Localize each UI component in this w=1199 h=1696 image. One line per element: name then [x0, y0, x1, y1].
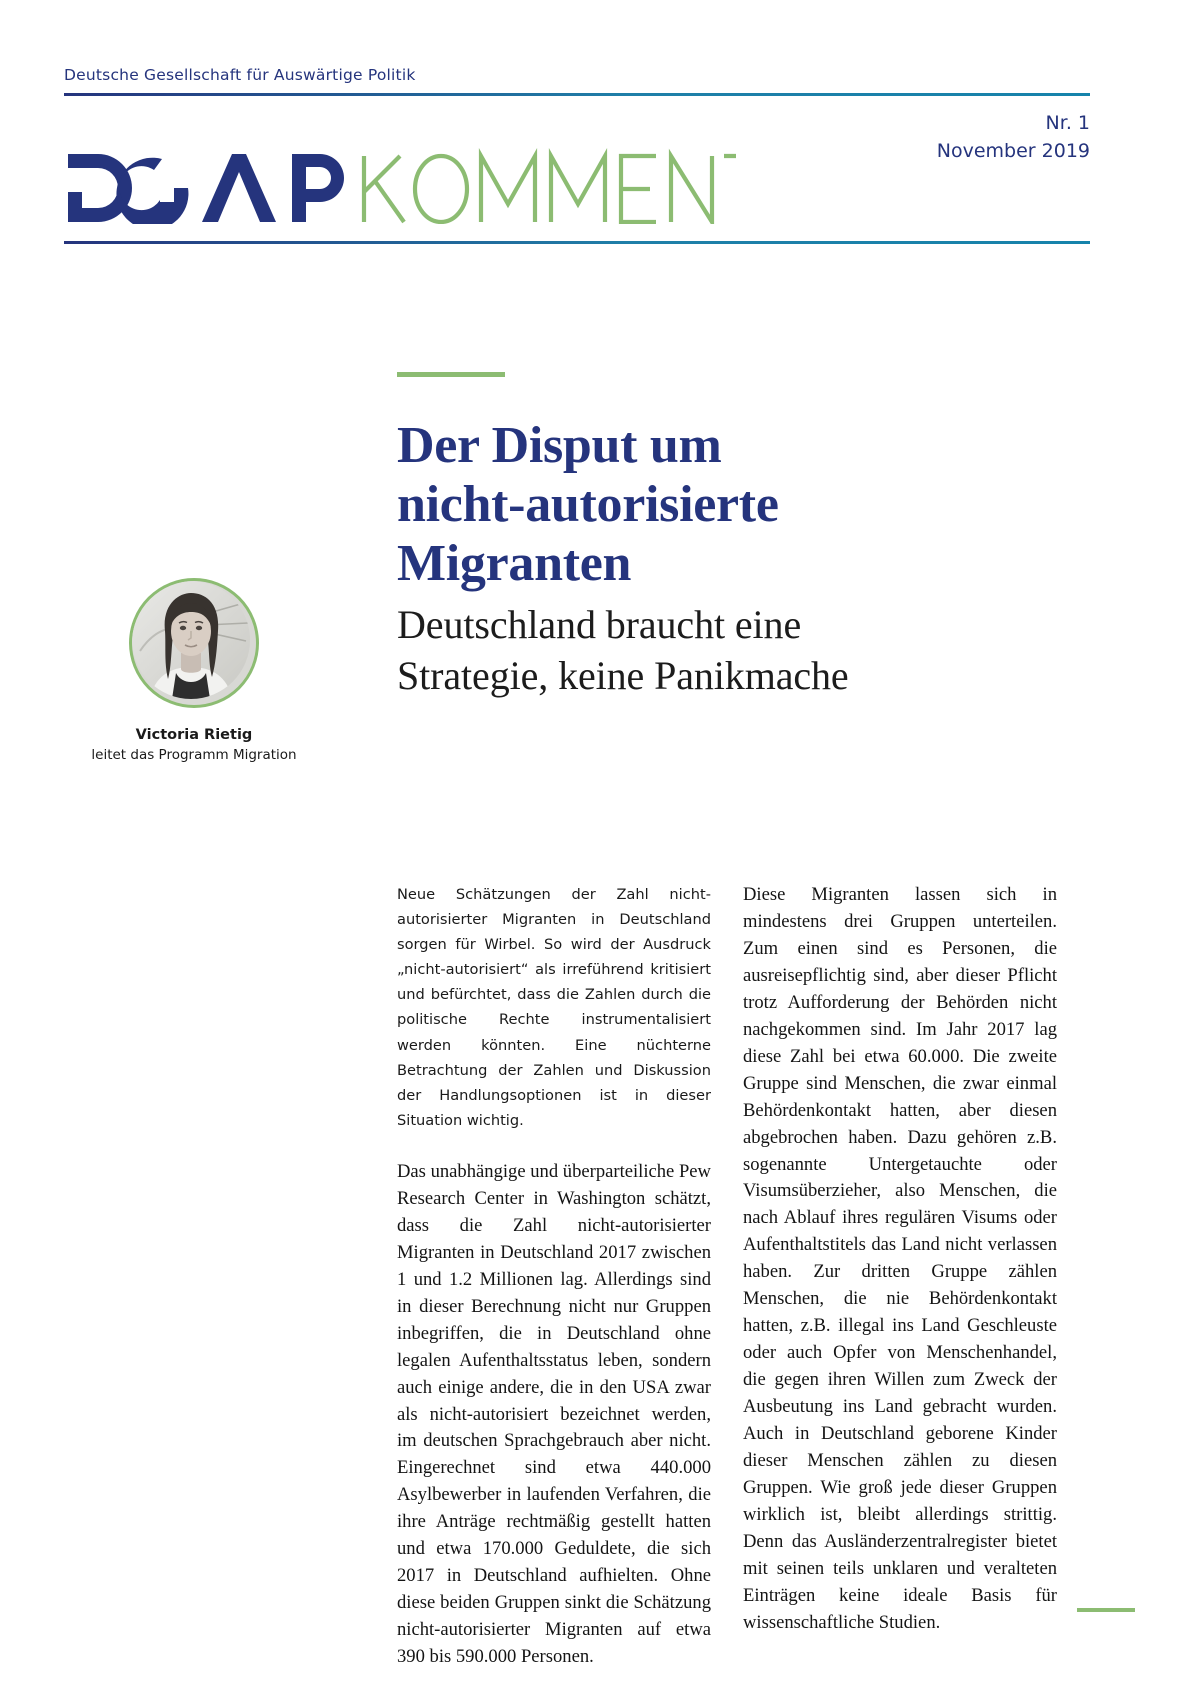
logo-rule	[64, 241, 1090, 244]
author-block	[88, 578, 300, 764]
title-line-3: Migranten	[397, 534, 632, 592]
issue-date: November 2019	[936, 139, 1090, 162]
title-block	[397, 372, 957, 702]
right-paragraph-1: Diese Migranten lassen sich in mindestens drei Gruppen unterteilen. Zum einen sind es Personen, die ausreisepflichtig sind, aber dieser Pflicht trotz Aufforderung der Behörden nicht nachgekommen sind. Im Jahr 2017 lag diese Zahl bei etwa 60.000. Die zweite Gruppe sind Menschen, die zwar einmal Behördenkontakt hatten, aber diesen abgebrochen haben. Dazu gehören z.B. sogenannte Untergetauchte oder Visumsüberzieher, also Menschen, die nach Ablauf ihres regulären Visums oder Aufenthaltstitels das Land nicht verlassen haben. Zur dritten Gruppe zählen Menschen, die nie Behördenkontakt hatten, z.B. illegal ins Land Geschleuste oder auch Opfer von Menschenhandel, die gegen ihren Willen zum Zweck der Ausbeutung ins Land gebracht wurden. Auch in Deutschland geborene Kinder dieser Menschen zählen zu diesen Gruppen. Wie groß jede dieser Gruppen wirklich ist, bleibt allerdings strittig. Denn das Ausländerzentralregister bietet mit seinen teils unklaren und veralteten Einträgen keine ideale Basis für wissenschaftliche Studien.	[743, 884, 1057, 1633]
column-right	[743, 882, 1057, 1671]
author-name: Victoria Rietig	[135, 727, 253, 743]
subtitle-line-1: Deutschland braucht eine	[397, 602, 802, 648]
title-accent-dash	[397, 372, 505, 377]
subtitle-line-2: Strategie, keine Panikmache	[397, 653, 849, 699]
portrait-image	[132, 581, 250, 699]
masthead	[64, 66, 1090, 162]
page-subtitle	[397, 599, 957, 701]
column-left	[397, 882, 711, 1671]
footer-accent-dash	[1077, 1608, 1135, 1612]
avatar	[129, 578, 259, 708]
author-role: leitet das Programm Migration	[91, 746, 297, 763]
title-line-1: Der Disput um	[397, 417, 722, 474]
title-line-2: nicht-autorisierte	[397, 475, 779, 533]
lead-paragraph: Neue Schätzungen der Zahl nicht-autorisierter Migranten in Deutschland sorgen für Wirbel. So wird der Ausdruck „nicht-autorisiert“ als irreführend kritisiert und befürchtet, dass die Zahlen durch die politische Rechte instrumentalisiert werden könnten. Eine nüchterne Betrachtung der Zahlen und Diskussion der Handlungsoptionen ist in dieser Situation wichtig.	[397, 886, 711, 1129]
issue-number: Nr. 1	[1045, 112, 1090, 134]
page-title	[397, 417, 957, 593]
organization-name: Deutsche Gesellschaft für Auswärtige Politik	[64, 66, 416, 84]
dgap-logo	[64, 152, 736, 224]
issue-info	[937, 110, 1090, 165]
masthead-rule	[64, 93, 1090, 96]
article-body	[397, 882, 1057, 1671]
left-paragraph-1: Das unabhängige und überparteiliche Pew Research Center in Washington schätzt, dass die Zahl nicht-autorisierter Migranten in Deutschland 2017 zwischen 1 und 1.2 Millionen lag. Allerdings sind in dieser Berechnung nicht nur Gruppen inbegriffen, die in Deutschland ohne legalen Aufenthaltsstatus leben, sondern auch einige andere, die in den USA zwar als nicht-autorisiert bezeichnet werden, im deutschen Sprachgebrauch aber nicht. Eingerechnet sind etwa 440.000 Asylbewerber in laufenden Verfahren, die ihre Anträge rechtmäßig gestellt hatten und etwa 170.000 Geduldete, die sich 2017 in Deutschland aufhielten. Ohne diese beiden Gruppen sinkt die Schätzung nicht-autorisierter Migranten auf etwa 390 bis 590.000 Personen.	[397, 1160, 711, 1668]
